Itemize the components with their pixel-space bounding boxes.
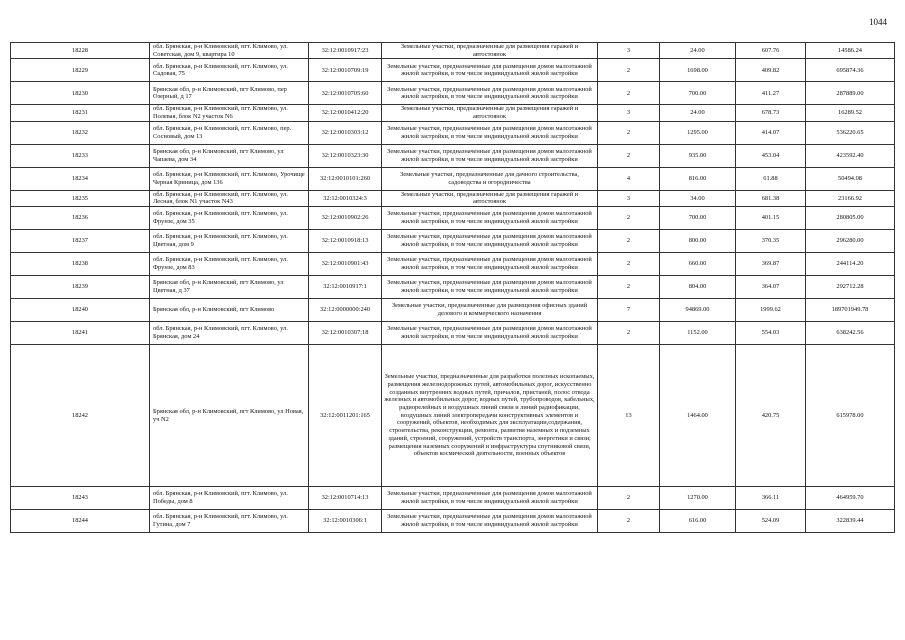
table-row	[11, 59, 895, 82]
cadastral-value-cell: 244114.20	[806, 253, 895, 276]
table-row	[11, 253, 895, 276]
use-group-cell: 2	[598, 121, 660, 144]
cadastral-number-cell: 32:12:0010917:23	[309, 43, 382, 59]
cadastral-number-cell: 32:12:0010917:1	[309, 276, 382, 299]
cadastral-value-cell: 464959.70	[806, 487, 895, 510]
address-cell: обл. Брянская, р-н Климовский, пгт. Климово, ул. Лесная, блок N1 участок N43	[150, 190, 309, 206]
land-use-cell: Земельные участки, предназначенные для размещения домов малоэтажной жилой застройки, в том числе индивидуальной жилой застройки	[382, 230, 598, 253]
cadastral-number-cell: 32:12:0010306:1	[309, 510, 382, 533]
area-cell: 24.00	[660, 43, 736, 59]
use-group-cell: 3	[598, 190, 660, 206]
land-use-cell: Земельные участки, предназначенные для дачного строительства, садоводства и огородничества	[382, 167, 598, 190]
cadastral-value-cell: 292712.28	[806, 276, 895, 299]
use-group-cell: 3	[598, 105, 660, 121]
area-cell: 1152.00	[660, 322, 736, 345]
cadastral-number-cell: 32:12:0010918:13	[309, 230, 382, 253]
table-row	[11, 487, 895, 510]
cadastral-value-cell: 615978.00	[806, 345, 895, 487]
table-row	[11, 510, 895, 533]
specific-value-cell: 61.88	[736, 167, 806, 190]
row-number: 18236	[11, 207, 150, 230]
land-use-cell: Земельные участки, предназначенные для размещения домов малоэтажной жилой застройки, в том числе индивидуальной жилой застройки	[382, 510, 598, 533]
address-cell: обл. Брянская, р-н Климовский, пгт. Климово, ул. Цветная, дом 9	[150, 230, 309, 253]
area-cell: 660.00	[660, 253, 736, 276]
use-group-cell: 2	[598, 82, 660, 105]
area-cell: 804.00	[660, 276, 736, 299]
cadastral-number-cell: 32:12:0010901:43	[309, 253, 382, 276]
specific-value-cell: 364.07	[736, 276, 806, 299]
use-group-cell: 2	[598, 144, 660, 167]
cadastral-value-cell: 23166.92	[806, 190, 895, 206]
specific-value-cell: 366.11	[736, 487, 806, 510]
specific-value-cell: 420.75	[736, 345, 806, 487]
land-use-cell: Земельные участки, предназначенные для размещения гаражей и автостоянок	[382, 43, 598, 59]
cadastral-value-cell: 16289.52	[806, 105, 895, 121]
cadastral-value-cell: 695874.36	[806, 59, 895, 82]
specific-value-cell: 401.15	[736, 207, 806, 230]
address-cell: обл. Брянская, р-н Климовский, пгт. Климово, ул. Полевая, блок N2 участок N6	[150, 105, 309, 121]
address-cell: Брянская обл, р-н Климовский, пгт Климово	[150, 299, 309, 322]
cadastral-number-cell: 32:12:0010303:12	[309, 121, 382, 144]
area-cell: 94869.00	[660, 299, 736, 322]
area-cell: 34.00	[660, 190, 736, 206]
specific-value-cell: 524.09	[736, 510, 806, 533]
row-number: 18235	[11, 190, 150, 206]
cadastral-number-cell: 32:12:0010714:13	[309, 487, 382, 510]
row-number: 18233	[11, 144, 150, 167]
address-cell: обл. Брянская, р-н Климовский, пгт. Климово, ул. Брянская, дом 24	[150, 322, 309, 345]
use-group-cell: 2	[598, 59, 660, 82]
cadastral-value-cell: 638242.56	[806, 322, 895, 345]
land-use-cell: Земельные участки, предназначенные для размещения гаражей и автостоянок	[382, 190, 598, 206]
specific-value-cell: 681.38	[736, 190, 806, 206]
table-row	[11, 230, 895, 253]
row-number: 18239	[11, 276, 150, 299]
page-number: 1044	[869, 17, 887, 27]
specific-value-cell: 369.87	[736, 253, 806, 276]
specific-value-cell: 370.35	[736, 230, 806, 253]
address-cell: обл. Брянская, р-н Климовский, пгт. Климово, ул. Фрунзе, дом 35	[150, 207, 309, 230]
cadastral-number-cell: 32:12:0011201:165	[309, 345, 382, 487]
cadastral-value-table	[10, 42, 895, 533]
cadastral-value-cell: 322839.44	[806, 510, 895, 533]
table-row	[11, 121, 895, 144]
specific-value-cell: 607.76	[736, 43, 806, 59]
area-cell: 800.00	[660, 230, 736, 253]
use-group-cell: 2	[598, 487, 660, 510]
address-cell: обл. Брянская, р-н Климовский, пгт. Климово, ул. Гутина, дом 7	[150, 510, 309, 533]
land-use-cell: Земельные участки, предназначенные для разработки полезных ископаемых, размещения железнодорожных путей, автомобильных дорог, искусственно созданных внутренних водных путей, причалов, пристаней, полос отвода железных и автомобильных дорог, водных путей, трубопроводов, кабельных, радиорелейных и воздушных линий связи и линий радиофикации, воздушных линий электропередачи конструктивных элементов и сооружений, объектов, необходимых для эксплуатации,содержания, строительства, реконструкции, ремонта, развития наземных и подземных зданий, строений, сооружений, устройств транспорта, энергетики и связи; размещения наземных сооружений и инфраструктуры спутниковой связи, объектов космической деятельности, военных объектов	[382, 345, 598, 487]
cadastral-number-cell: 32:12:0010324:3	[309, 190, 382, 206]
use-group-cell: 4	[598, 167, 660, 190]
land-use-cell: Земельные участки, предназначенные для размещения домов малоэтажной жилой застройки, в том числе индивидуальной жилой застройки	[382, 82, 598, 105]
specific-value-cell: 411.27	[736, 82, 806, 105]
cadastral-value-cell: 423592.40	[806, 144, 895, 167]
area-cell: 1698.00	[660, 59, 736, 82]
address-cell: обл. Брянская, р-н Климовский, пгт. Климово, ул. Фрунзе, дом 83	[150, 253, 309, 276]
table-row	[11, 190, 895, 206]
land-use-cell: Земельные участки, предназначенные для размещения домов малоэтажной жилой застройки, в том числе индивидуальной жилой застройки	[382, 144, 598, 167]
row-number: 18240	[11, 299, 150, 322]
cadastral-number-cell: 32:12:0000000:240	[309, 299, 382, 322]
row-number: 18238	[11, 253, 150, 276]
row-number: 18243	[11, 487, 150, 510]
row-number: 18232	[11, 121, 150, 144]
cadastral-value-cell: 280805.00	[806, 207, 895, 230]
row-number: 18244	[11, 510, 150, 533]
row-number: 18237	[11, 230, 150, 253]
row-number: 18242	[11, 345, 150, 487]
area-cell: 1270.00	[660, 487, 736, 510]
table-row	[11, 207, 895, 230]
land-use-cell: Земельные участки, предназначенные для размещения домов малоэтажной жилой застройки, в том числе индивидуальной жилой застройки	[382, 121, 598, 144]
cadastral-value-cell: 14586.24	[806, 43, 895, 59]
row-number: 18229	[11, 59, 150, 82]
use-group-cell: 2	[598, 230, 660, 253]
cadastral-number-cell: 32:12:0010101:260	[309, 167, 382, 190]
use-group-cell: 3	[598, 43, 660, 59]
address-cell: Брянская обл, р-н Климовский, пгт Климово, ул Чапаева, дом 34	[150, 144, 309, 167]
address-cell: Брянская обл, р-н Климовский, пгт Климово, ул Цветная, д 37	[150, 276, 309, 299]
cadastral-number-cell: 32:12:0010412:20	[309, 105, 382, 121]
area-cell: 24.00	[660, 105, 736, 121]
use-group-cell: 7	[598, 299, 660, 322]
row-number: 18241	[11, 322, 150, 345]
area-cell: 1295.00	[660, 121, 736, 144]
cadastral-value-cell: 296280.00	[806, 230, 895, 253]
table-row	[11, 299, 895, 322]
land-use-cell: Земельные участки, предназначенные для размещения домов малоэтажной жилой застройки, в том числе индивидуальной жилой застройки	[382, 276, 598, 299]
use-group-cell: 13	[598, 345, 660, 487]
address-cell: обл. Брянская, р-н Климовский, пгт. Климово, ул. Советская, дом 9, квартира 10	[150, 43, 309, 59]
address-cell: обл. Брянская, р-н Климовский, пгт. Климово, Урочище Черная Криница, дом 136	[150, 167, 309, 190]
cadastral-value-cell: 189701949.78	[806, 299, 895, 322]
area-cell: 616.00	[660, 510, 736, 533]
cadastral-number-cell: 32:12:0010323:30	[309, 144, 382, 167]
row-number: 18234	[11, 167, 150, 190]
use-group-cell: 2	[598, 510, 660, 533]
use-group-cell: 2	[598, 276, 660, 299]
use-group-cell: 2	[598, 253, 660, 276]
table-row	[11, 345, 895, 487]
use-group-cell: 2	[598, 322, 660, 345]
address-cell: обл. Брянская, р-н Климовский, пгт. Климово, ул. Садовая, 75	[150, 59, 309, 82]
specific-value-cell: 554.03	[736, 322, 806, 345]
cadastral-number-cell: 32:12:0010307:18	[309, 322, 382, 345]
address-cell: обл. Брянская, р-н Климовский, пгт. Климово, пер. Сосновый, дом 13	[150, 121, 309, 144]
land-use-cell: Земельные участки, предназначенные для размещения домов малоэтажной жилой застройки, в том числе индивидуальной жилой застройки	[382, 322, 598, 345]
specific-value-cell: 453.04	[736, 144, 806, 167]
area-cell: 935.00	[660, 144, 736, 167]
address-cell: Брянская обл, р-н Климовский, пгт Климово, ул Новая, уч N2	[150, 345, 309, 487]
land-use-cell: Земельные участки, предназначенные для размещения домов малоэтажной жилой застройки, в том числе индивидуальной жилой застройки	[382, 59, 598, 82]
cadastral-value-cell: 50494.08	[806, 167, 895, 190]
table-row	[11, 105, 895, 121]
area-cell: 700.00	[660, 207, 736, 230]
row-number: 18231	[11, 105, 150, 121]
land-use-cell: Земельные участки, предназначенные для размещения офисных зданий делового и коммерческого назначения	[382, 299, 598, 322]
cadastral-value-cell: 536220.65	[806, 121, 895, 144]
row-number: 18228	[11, 43, 150, 59]
address-cell: обл. Брянская, р-н Климовский, пгт. Климово, ул. Победы, дом 8	[150, 487, 309, 510]
table-row	[11, 82, 895, 105]
row-number: 18230	[11, 82, 150, 105]
area-cell: 816.00	[660, 167, 736, 190]
land-use-cell: Земельные участки, предназначенные для размещения гаражей и автостоянок	[382, 105, 598, 121]
use-group-cell: 2	[598, 207, 660, 230]
cadastral-number-cell: 32:12:0010902:26	[309, 207, 382, 230]
specific-value-cell: 678.73	[736, 105, 806, 121]
land-use-cell: Земельные участки, предназначенные для размещения домов малоэтажной жилой застройки, в том числе индивидуальной жилой застройки	[382, 487, 598, 510]
specific-value-cell: 409.82	[736, 59, 806, 82]
land-use-cell: Земельные участки, предназначенные для размещения домов малоэтажной жилой застройки, в том числе индивидуальной жилой застройки	[382, 253, 598, 276]
area-cell: 700.00	[660, 82, 736, 105]
table-row	[11, 167, 895, 190]
table-row	[11, 276, 895, 299]
cadastral-number-cell: 32:12:0010709:19	[309, 59, 382, 82]
table-row	[11, 322, 895, 345]
land-use-cell: Земельные участки, предназначенные для размещения домов малоэтажной жилой застройки, в том числе индивидуальной жилой застройки	[382, 207, 598, 230]
cadastral-value-cell: 287889.00	[806, 82, 895, 105]
area-cell: 1464.00	[660, 345, 736, 487]
specific-value-cell: 414.07	[736, 121, 806, 144]
table-row	[11, 43, 895, 59]
specific-value-cell: 1999.62	[736, 299, 806, 322]
address-cell: Брянская обл, р-н Климовский, пгт Климово, пер Озерный, д 17	[150, 82, 309, 105]
table-row	[11, 144, 895, 167]
cadastral-number-cell: 32:12:0010705:60	[309, 82, 382, 105]
